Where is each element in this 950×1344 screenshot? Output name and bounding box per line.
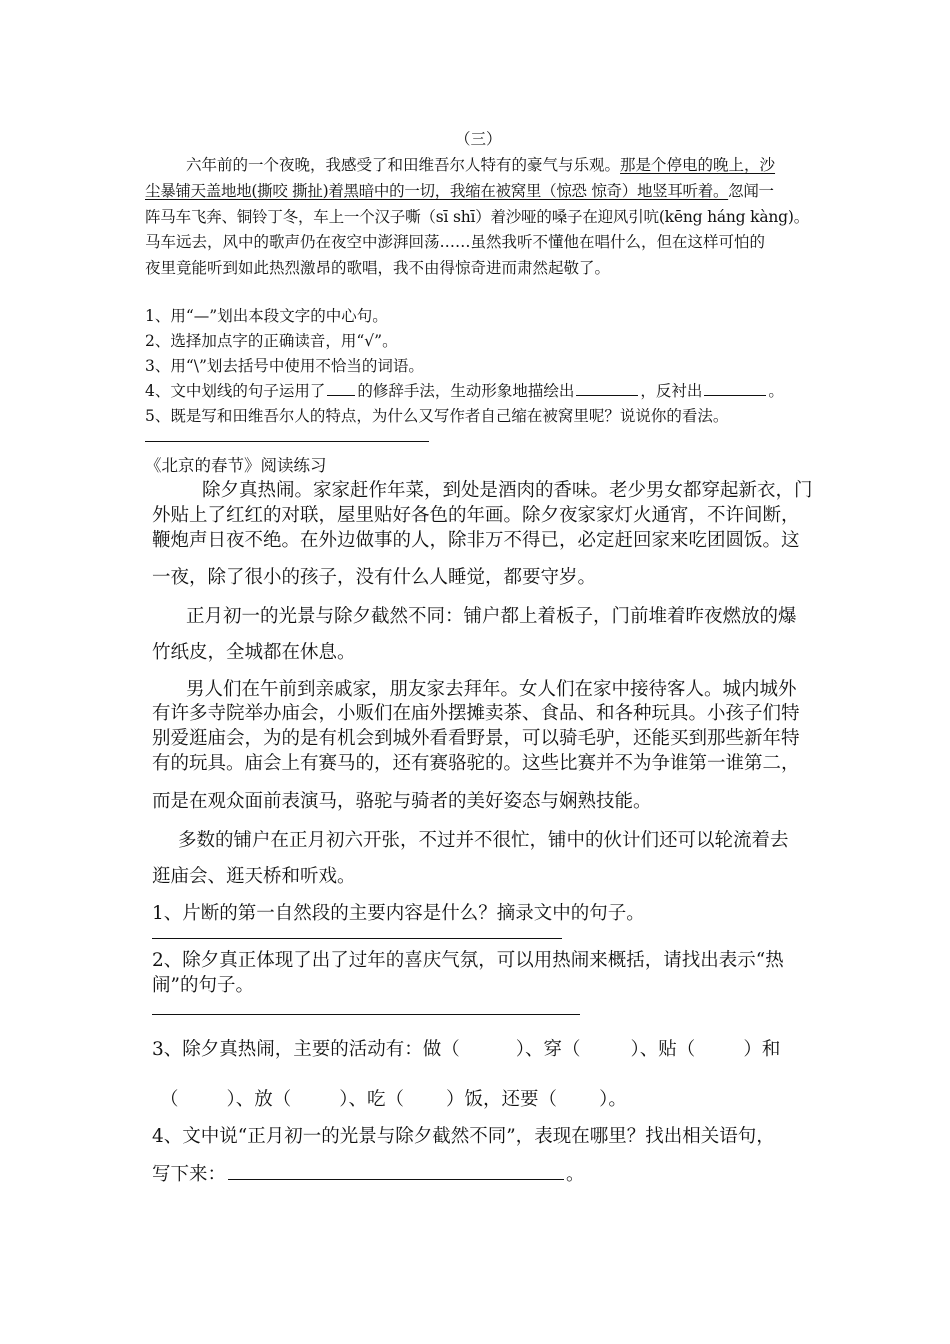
para1-line-4: 一夜，除了很小的孩子，没有什么人睡觉，都要守岁。 [152, 567, 597, 588]
question-3-text: ）、贴（ [630, 1039, 696, 1060]
para2-line-2: 竹纸皮，全城都在休息。 [152, 642, 356, 663]
para4-line-2: 逛庙会、逛天桥和听戏。 [152, 866, 356, 887]
reading-question-2-line-2: 闹”的句子。 [152, 975, 254, 996]
question-2: 2、选择加点字的正确读音，用“√”。 [145, 332, 398, 350]
passage-line-5: 夜里竟能听到如此热烈激昂的歌唱，我不由得惊奇进而肃然起敬了。 [145, 259, 611, 277]
para3-line-5: 而是在观众面前表演马，骆驼与骑者的美好姿态与娴熟技能。 [152, 791, 652, 812]
section-title: （三） [455, 130, 502, 148]
question-4-text: 写下来： [152, 1164, 227, 1185]
underlined-sentence: 那是个停电的晚上，沙 [620, 156, 776, 174]
question-4-text: 4、文中划线的句子运用了 [145, 382, 326, 400]
para1-line-1: 除夕真热闹。家家赶作年菜，到处是酒肉的香味。老少男女都穿起新衣，门 [202, 480, 813, 501]
para1-line-2: 外贴上了红红的对联，屋里贴好各色的年画。除夕夜家家灯火通宵，不许间断， [152, 505, 800, 526]
para3-line-1: 男人们在午前到亲戚家，朋友家去拜年。女人们在家中接待客人。城内城外 [186, 679, 797, 700]
para2-line-1: 正月初一的光景与除夕截然不同：铺户都上着板子，门前堆着昨夜燃放的爆 [186, 606, 797, 627]
question-3-text: （ [160, 1089, 179, 1110]
passage-text: 六年前的一个夜晚，我感受了和田维吾尔人特有的豪气与乐观。 [186, 156, 621, 174]
passage-line-2 [145, 179, 774, 201]
para3-line-2: 有许多寺院举办庙会，小贩们在庙外摆摊卖茶、食品、和各种玩具。小孩子们特 [152, 703, 800, 724]
answer-line-1[interactable] [152, 938, 562, 939]
reading-question-4-line-2 [152, 1160, 585, 1186]
question-4-text: ，反衬出 [640, 382, 703, 400]
question-4-text: 。 [566, 1164, 585, 1185]
reading-question-3-line-1 [152, 1035, 780, 1061]
para4-line-1: 多数的铺户在正月初六开张，不过并不很忙，铺中的伙计们还可以轮流着去 [178, 830, 789, 851]
answer-blank[interactable] [704, 381, 766, 396]
para3-line-3: 别爱逛庙会，为的是有机会到城外看看野景，可以骑毛驴，还能买到那些新年特 [152, 728, 800, 749]
question-3: 3、用“\”划去括号中使用不恰当的词语。 [145, 357, 424, 375]
reading-question-1: 1、片断的第一自然段的主要内容是什么？摘录文中的句子。 [152, 903, 645, 924]
question-3-text: ）饭，还要（ [446, 1089, 558, 1110]
reading-title: 《北京的春节》阅读练习 [145, 456, 327, 475]
passage-line-1 [186, 153, 775, 175]
reading-question-2-line-1: 2、除夕真正体现了出了过年的喜庆气氛，可以用热闹来概括，请找出表示“热 [152, 950, 784, 971]
question-4-text: 。 [768, 382, 784, 400]
passage-line-4: 马车远去，风中的歌声仍在夜空中澎湃回荡……虽然我听不懂他在唱什么，但在这样可怕的 [145, 233, 766, 251]
question-4-text: 的修辞手法，生动形象地描绘出 [357, 382, 575, 400]
question-3-text: ）、吃（ [339, 1089, 405, 1110]
question-3-text: ）。 [599, 1089, 627, 1110]
question-1: 1、用“—”划出本段文字的中心句。 [145, 307, 388, 325]
question-3-text: ）和 [743, 1039, 781, 1060]
section-divider [145, 441, 429, 442]
underlined-sentence: 尘暴铺天盖地地(撕咬 撕扯)着黑暗中的一切，我缩在被窝里（惊恐 惊奇）地竖耳听着。 [145, 182, 729, 200]
answer-blank[interactable] [327, 381, 355, 396]
reading-question-4-line-1: 4、文中说“正月初一的光景与除夕截然不同”，表现在哪里？找出相关语句， [152, 1126, 775, 1147]
answer-line-2[interactable] [152, 1014, 580, 1015]
passage-line-3: 阵马车飞奔、铜铃丁冬，车上一个汉子嘶（sī shī）着沙哑的嗓子在迎风引吭(kēng háng kàng)。 [145, 208, 810, 226]
question-3-text: ）、穿（ [515, 1039, 581, 1060]
reading-question-3-line-2 [160, 1085, 627, 1111]
question-3-text: 3、除夕真热闹，主要的活动有：做（ [152, 1039, 460, 1060]
answer-blank[interactable] [228, 1163, 564, 1180]
para3-line-4: 有的玩具。庙会上有赛马的，还有赛骆驼的。这些比赛并不为争谁第一谁第二， [152, 753, 800, 774]
para1-line-3: 鞭炮声日夜不绝。在外边做事的人，除非万不得已，必定赶回家来吃团圆饭。这 [152, 530, 800, 551]
passage-text: 忽闻一 [728, 182, 774, 200]
question-3-text: ）、放（ [226, 1089, 292, 1110]
question-4 [145, 379, 784, 401]
answer-blank[interactable] [576, 381, 638, 396]
question-5: 5、既是写和田维吾尔人的特点，为什么又写作者自己缩在被窝里呢？说说你的看法。 [145, 407, 729, 425]
